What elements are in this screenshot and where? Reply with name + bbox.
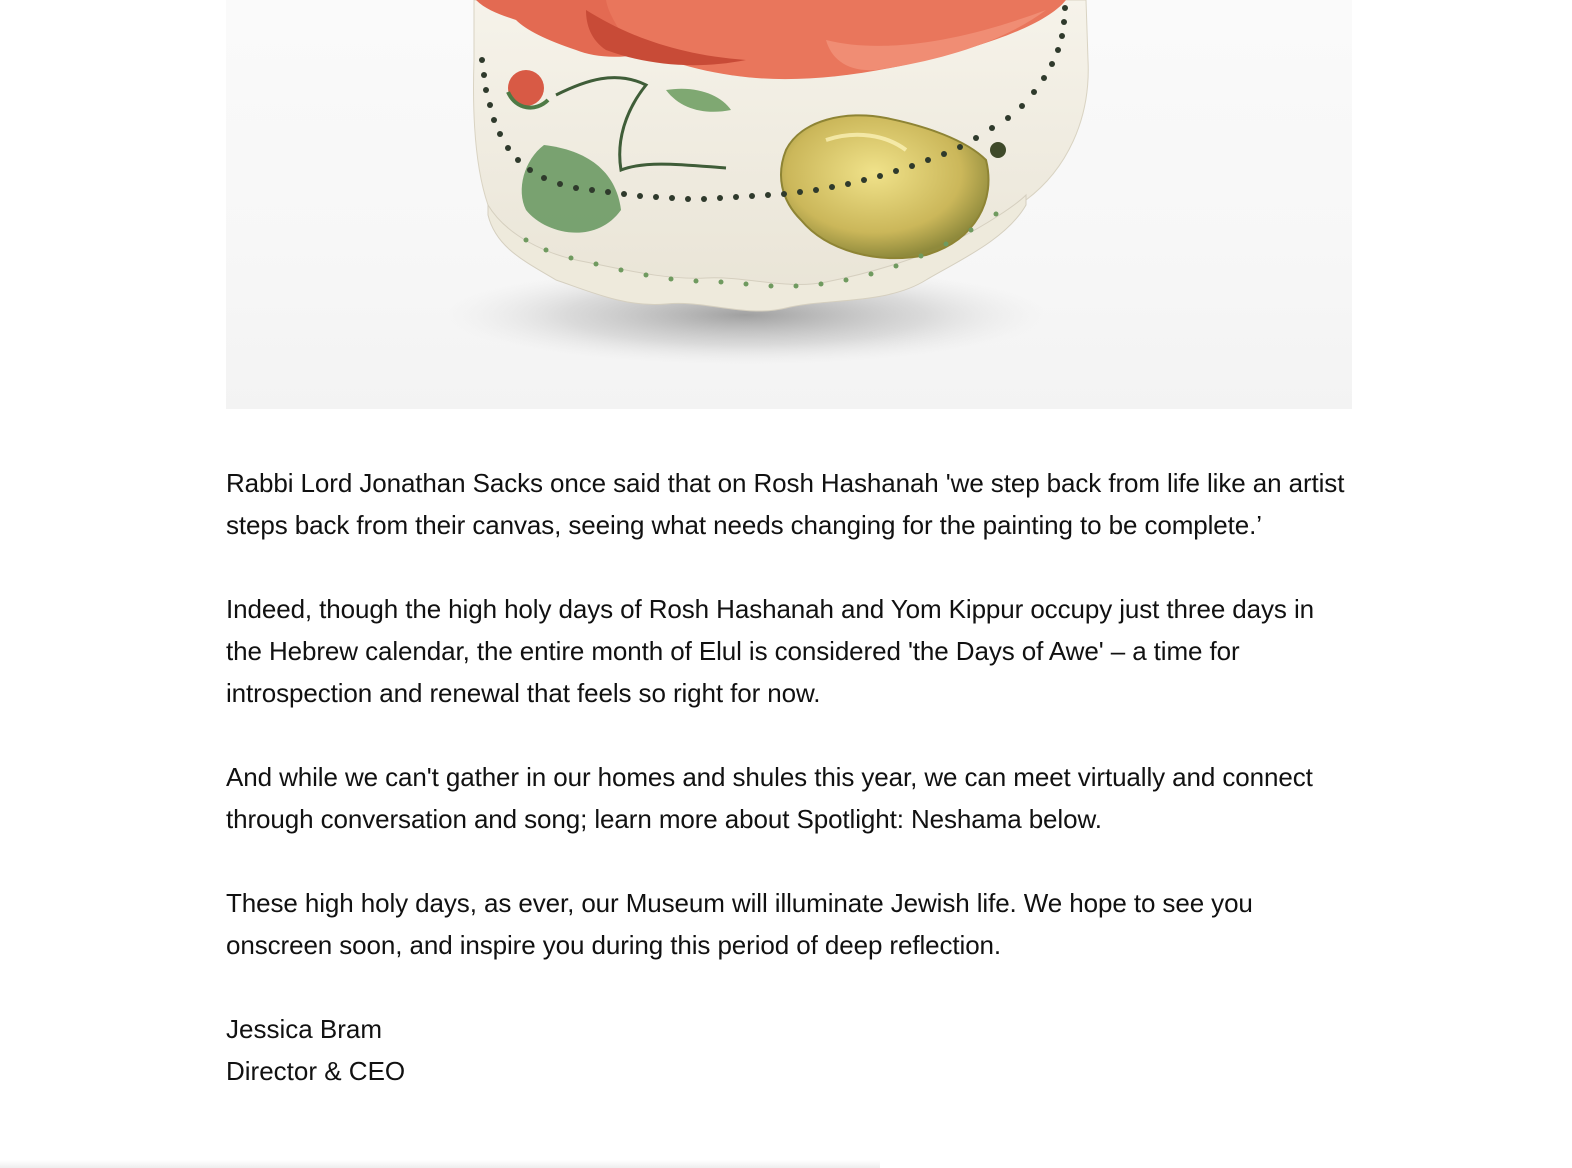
- hero-image: [226, 0, 1352, 409]
- signature-block: [226, 1008, 1356, 1092]
- ceramic-dish-illustration: [226, 0, 1352, 409]
- paragraph-3: And while we can't gather in our homes and shules this year, we can meet virtually and connect through conversation and song; learn more about Spotlight: Neshama below.: [226, 762, 1313, 834]
- signature-title: Director & CEO: [226, 1056, 406, 1086]
- article-body: [226, 462, 1356, 1092]
- signature-name: Jessica Bram: [226, 1014, 383, 1044]
- quince-tip: [990, 142, 1006, 158]
- paragraph-2: Indeed, though the high holy days of Rosh Hashanah and Yom Kippur occupy just three days in the Hebrew calendar, the entire month of Elul is considered 'the Days of Awe' – a time for introspection and renewal that feels so right for now.: [226, 594, 1314, 708]
- paragraph-4: These high holy days, as ever, our Museum will illuminate Jewish life. We hope to see you onscreen soon, and inspire you during this period of deep reflection.: [226, 888, 1253, 960]
- paragraph-1: Rabbi Lord Jonathan Sacks once said that on Rosh Hashanah 'we step back from life like an artist steps back from their canvas, seeing what needs changing for the painting to be complete.’: [226, 468, 1345, 540]
- bottom-divider: [0, 1160, 880, 1168]
